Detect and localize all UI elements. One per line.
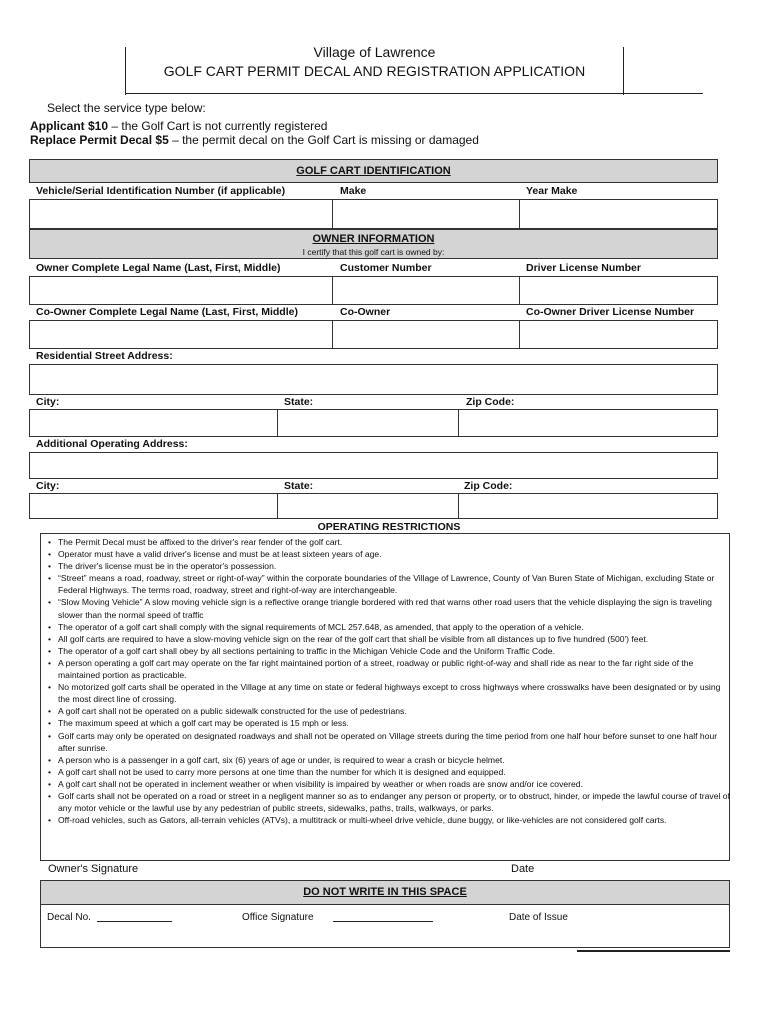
- state-field[interactable]: [277, 409, 459, 437]
- restriction-item: • A golf cart shall not be operated in inclement weather or when visibility is impaired by weather or when roads are snow and/or ice covered.: [40, 778, 730, 790]
- city-field[interactable]: [29, 409, 278, 437]
- restriction-item: • Golf carts may only be operated on designated roadways and shall not be operated on Village streets during the time period from one half hour before sunset to one half hour after sunrise.: [40, 730, 730, 754]
- office-heading: DO NOT WRITE IN THIS SPACE: [303, 886, 467, 898]
- driver-license-label: Driver License Number: [526, 262, 641, 274]
- restriction-item: • The operator of a golf cart shall comply with the signal requirements of MCL 257.648, as amended, that apply to the operation of a vehicle.: [40, 621, 730, 633]
- customer-number-label: Customer Number: [340, 262, 432, 274]
- restrictions-list: [40, 536, 730, 826]
- service-option-replace[interactable]: [30, 133, 479, 147]
- additional-address-field[interactable]: [29, 452, 718, 479]
- restriction-item: • A golf cart shall not be used to carry more persons at one time than the number for which it is designed and equipped.: [40, 766, 730, 778]
- coowner-license-label: Co-Owner Driver License Number: [526, 306, 695, 318]
- restriction-item: • Off-road vehicles, such as Gators, all-terrain vehicles (ATVs), a multitrack or multi-wheel drive vehicle, dune buggy, or like-vehicles are not considered golf carts.: [40, 814, 730, 826]
- restriction-item: • A person operating a golf cart may operate on the far right maintained portion of a street, roadway or public right-of-way and shall ride as near to the far right side of the maintained portion as practicable.: [40, 657, 730, 681]
- state-label: State:: [284, 396, 314, 408]
- city2-label: City:: [36, 480, 60, 492]
- make-label: Make: [340, 185, 367, 197]
- date-of-issue-label: Date of Issue: [509, 912, 568, 923]
- restriction-item: • No motorized golf carts shall be operated in the Village at any time on state or federal highways except to cross highways where crosswalks have been designated or by using the most direct line of crossing.: [40, 681, 730, 705]
- vin-field[interactable]: [29, 199, 333, 229]
- owner-name-field[interactable]: [29, 276, 333, 305]
- option-applicant-desc: – the Golf Cart is not currently registered: [108, 119, 328, 133]
- year-make-label: Year Make: [526, 185, 578, 197]
- owner-name-label: Owner Complete Legal Name (Last, First, Middle): [36, 262, 281, 274]
- state2-field[interactable]: [277, 493, 459, 519]
- customer-number-field[interactable]: [332, 276, 520, 305]
- decal-number-label: Decal No.: [47, 912, 91, 923]
- state2-label: State:: [284, 480, 314, 492]
- restriction-item: • Golf carts shall not be operated on a road or street in a negligent manner so as to endanger any person or property, or to obstruct, hinder, or impede the lawful course of travel of any motor vehicle or the lawful use by any pedestrian of public streets, sidewalks, paths, trails, walkways, or parks.: [40, 790, 730, 814]
- option-applicant-label: Applicant $10: [30, 119, 109, 133]
- restriction-item: • The driver's license must be in the operator's possession.: [40, 560, 730, 572]
- coowner-label: Co-Owner: [340, 306, 391, 318]
- zip2-label: Zip Code:: [464, 480, 513, 492]
- identification-header-bar: [29, 159, 718, 183]
- restriction-item: • A person who is a passenger in a golf cart, six (6) years of age or under, is required to wear a crash or bicycle helmet.: [40, 754, 730, 766]
- coowner-license-field[interactable]: [519, 320, 718, 349]
- city2-field[interactable]: [29, 493, 278, 519]
- header-right-rule: [623, 47, 624, 95]
- zip2-field[interactable]: [458, 493, 718, 519]
- restriction-item: • Operator must have a valid driver's license and must be at least sixteen years of age.: [40, 548, 730, 560]
- office-signature-line[interactable]: [333, 921, 433, 922]
- signature-date-label: Date: [511, 863, 535, 875]
- driver-license-field[interactable]: [519, 276, 718, 305]
- zip-field[interactable]: [458, 409, 718, 437]
- decal-number-line[interactable]: [97, 921, 172, 922]
- header-bottom-rule: [125, 93, 703, 94]
- owner-certify-text: I certify that this golf cart is owned by:: [302, 247, 445, 257]
- make-field[interactable]: [332, 199, 520, 229]
- additional-address-label: Additional Operating Address:: [36, 438, 188, 450]
- coowner-name-label: Co-Owner Complete Legal Name (Last, First, Middle): [36, 306, 298, 318]
- restriction-item: • All golf carts are required to have a slow-moving vehicle sign on the rear of the golf cart that shall be visible from all distances up to five hundred (500') feet.: [40, 633, 730, 645]
- restrictions-heading: OPERATING RESTRICTIONS: [317, 521, 461, 533]
- owner-signature-label: Owner's Signature: [48, 863, 139, 875]
- office-signature-label: Office Signature: [242, 912, 314, 923]
- village-name: Village of Lawrence: [313, 44, 436, 60]
- restriction-item: • The operator of a golf cart shall obey by all sections pertaining to traffic in the Michigan Vehicle Code and the Uniform Traffic Code.: [40, 645, 730, 657]
- restriction-item: • “Slow Moving Vehicle” A slow moving vehicle sign is a reflective orange triangle bordered with red that warns other road users that the vehicle displaying the sign is traveling slower than the normal speed of traffic: [40, 596, 730, 620]
- vin-label: Vehicle/Serial Identification Number (if applicable): [36, 185, 286, 197]
- restriction-item: • The Permit Decal must be affixed to the driver's rear fender of the golf cart.: [40, 536, 730, 548]
- option-replace-label: Replace Permit Decal $5: [30, 133, 169, 147]
- owner-header-bar: [29, 229, 718, 259]
- footer-rule: [577, 950, 730, 952]
- year-make-field[interactable]: [519, 199, 718, 229]
- restriction-item: • The maximum speed at which a golf cart may be operated is 15 mph or less.: [40, 717, 730, 729]
- office-box: [40, 904, 730, 948]
- service-option-applicant[interactable]: [30, 119, 327, 133]
- coowner-field[interactable]: [332, 320, 520, 349]
- zip-label: Zip Code:: [466, 396, 515, 408]
- city-label: City:: [36, 396, 60, 408]
- service-prompt: Select the service type below:: [47, 101, 206, 115]
- identification-heading: GOLF CART IDENTIFICATION: [296, 165, 451, 177]
- restriction-item: • A golf cart shall not be operated on a public sidewalk constructed for the use of pedestrians.: [40, 705, 730, 717]
- coowner-name-field[interactable]: [29, 320, 333, 349]
- option-replace-desc: – the permit decal on the Golf Cart is missing or damaged: [168, 133, 479, 147]
- street-address-field[interactable]: [29, 364, 718, 395]
- form-title: GOLF CART PERMIT DECAL AND REGISTRATION APPLICATION: [163, 63, 586, 79]
- owner-heading: OWNER INFORMATION: [312, 233, 435, 245]
- street-address-label: Residential Street Address:: [36, 350, 173, 362]
- office-header-bar: [40, 880, 730, 905]
- restriction-item: • “Street” means a road, roadway, street or right-of-way” within the corporate boundaries of the Village of Lawrence, County of Van Buren State of Michigan, excluding State or Federal Highways. The terms road, roadway, street and right-of-way are interchangeable.: [40, 572, 730, 596]
